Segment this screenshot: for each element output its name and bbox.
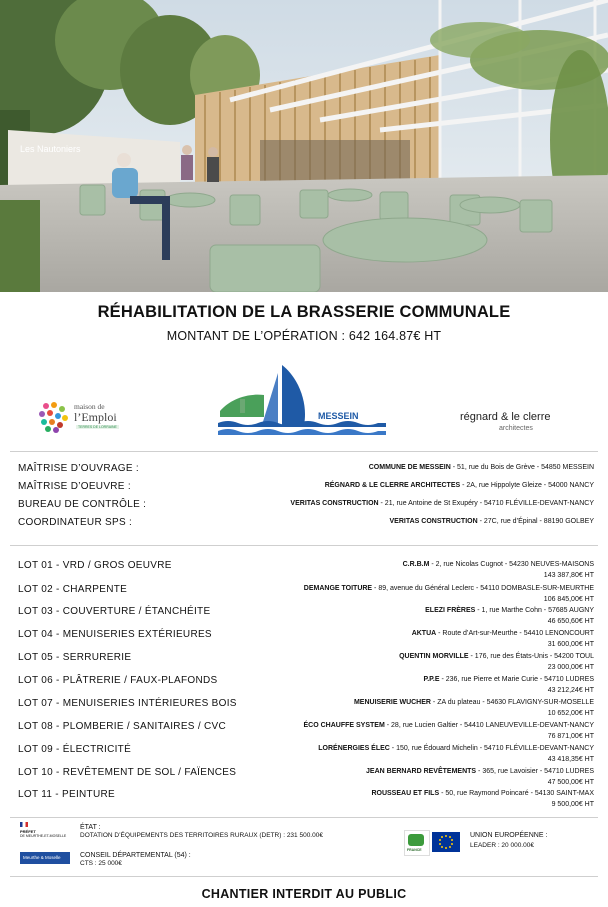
contact-label: BUREAU DE CONTRÔLE :: [18, 499, 147, 510]
lot-amount: 143 387,80€ HT: [543, 571, 594, 579]
page-title: RÉHABILITATION DE LA BRASSERIE COMMUNALE: [97, 303, 511, 321]
contact-value: COMMUNE DE MESSEIN - 51, rue du Bois de Grève - 54850 MESSEIN: [368, 464, 594, 471]
lot-contractor: ROUSSEAU ET FILS - 50, rue Raymond Poincaré - 54130 SAINT-MAX 9 500,00€ HT: [371, 790, 594, 808]
divider: [10, 817, 598, 818]
lot-label: LOT 08 - PLOMBERIE / SANITAIRES / CVC: [18, 721, 227, 732]
lot-amount: 46 650,60€ HT: [547, 617, 594, 625]
prefet-logo: [20, 822, 76, 842]
lot-amount: 43 418,35€ HT: [547, 755, 594, 763]
lot-contractor: C.R.B.M - 2, rue Nicolas Cugnot - 54230 NEUVES-MAISONS 143 387,80€ HT: [402, 561, 594, 579]
maison-emploi-logo: [36, 397, 136, 437]
lot-label: LOT 10 - REVÊTEMENT DE SOL / FAÏENCES: [18, 767, 237, 778]
contact-label: COORDINATEUR SPS :: [18, 517, 133, 528]
maison-line1: maison de: [74, 402, 105, 411]
lot-amount: 76 871,00€ HT: [547, 732, 594, 740]
footer-warning: CHANTIER INTERDIT AU PUBLIC: [201, 887, 407, 901]
prefet-line2: DE MEURTHE-ET-MOSELLE: [20, 834, 67, 838]
eu-detail: LEADER : 20 000.00€: [470, 842, 534, 849]
lot-row: [18, 698, 594, 722]
lot-contractor: ÉCO CHAUFFE SYSTEM - 28, rue Lucien Galtier - 54410 LANEUVEVILLE-DEVANT-NANCY 76 871,00€ HT: [303, 722, 594, 740]
contact-value: VERITAS CONSTRUCTION - 21, rue Antoine de St Exupéry - 54710 FLÉVILLE-DEVANT-NANCY: [290, 500, 594, 507]
department-logo-text: Meurthe & Moselle: [23, 855, 61, 860]
flag-icon: [20, 822, 28, 827]
contact-row: [18, 463, 594, 477]
lot-label: LOT 04 - MENUISERIES EXTÉRIEURES: [18, 629, 212, 640]
hero-sign-text: Les Nautoniers: [20, 144, 81, 154]
department-detail: CTS : 25 000€: [80, 860, 122, 867]
lot-contractor: ELEZI FRÈRES - 1, rue Marthe Cohn - 57685 AUGNY 46 650,60€ HT: [425, 607, 594, 625]
lot-row: [18, 721, 594, 745]
lot-amount: 43 212,24€ HT: [547, 686, 594, 694]
architects-name: régnard & le clerre: [460, 411, 551, 423]
lot-amount: 10 652,00€ HT: [547, 709, 594, 717]
lot-amount: 31 600,00€ HT: [547, 640, 594, 648]
leaf-icon: [408, 834, 424, 846]
lot-contractor: MENUISERIE WUCHER - ZA du plateau - 54630 FLAVIGNY-SUR-MOSELLE 10 652,00€ HT: [353, 699, 594, 717]
eu-funding: [470, 832, 547, 850]
architects-sub: architectes: [499, 425, 533, 432]
contact-label: MAÎTRISE D’OEUVRE :: [18, 481, 131, 492]
etat-funding: [80, 824, 323, 840]
lot-contractor: DEMANGE TOITURE - 89, avenue du Général Leclerc - 54110 DOMBASLE-SUR-MEURTHE 106 845,00€ HT: [303, 585, 594, 603]
contact-value: VERITAS CONSTRUCTION - 27C, rue d’Épinal - 88190 GOLBEY: [389, 518, 594, 525]
lot-row: [18, 767, 594, 791]
lot-label: LOT 06 - PLÂTRERIE / FAUX-PLAFONDS: [18, 675, 218, 686]
lot-amount: 106 845,00€ HT: [543, 595, 594, 603]
sailboat-icon: [218, 359, 388, 443]
lot-contractor: P.P.E - 236, rue Pierre et Marie Curie - 54710 LUDRES 43 212,24€ HT: [423, 676, 594, 694]
architects-logo: [460, 411, 590, 439]
lot-row: [18, 675, 594, 699]
etat-detail: DOTATION D’ÉQUIPEMENTS DES TERRITOIRES RURAUX (DETR) : 231 500.00€: [80, 832, 323, 839]
lot-contractor: JEAN BERNARD REVÊTEMENTS - 365, rue Lavoisier - 54710 LUDRES 47 500,00€ HT: [366, 768, 594, 786]
contact-row: [18, 481, 594, 495]
lot-contractor: LORÉNERGIES ÉLEC - 150, rue Édouard Michelin - 54710 FLÉVILLE-DEVANT-NANCY 43 418,35€ HT: [318, 745, 594, 763]
lot-label: LOT 09 - ÉLECTRICITÉ: [18, 744, 132, 755]
terrace-illustration: [0, 0, 608, 292]
etat-label: ÉTAT :: [80, 824, 101, 831]
lot-row: [18, 789, 594, 813]
maison-line3: TERRES DE LORRAINE: [78, 425, 117, 429]
prefet-line1: PRÉFET: [20, 829, 36, 834]
dots-icon: [36, 400, 70, 434]
lot-label: LOT 05 - SERRURERIE: [18, 652, 132, 663]
lot-row: [18, 606, 594, 630]
maison-line2: l’Emploi: [74, 410, 117, 424]
contact-row: [18, 517, 594, 531]
lot-contractor: QUENTIN MORVILLE - 176, rue des États-Unis - 54200 TOUL 23 000,00€ HT: [399, 653, 594, 671]
lot-label: LOT 07 - MENUISERIES INTÉRIEURES BOIS: [18, 698, 237, 709]
lot-contractor: AKTUA - Route d’Art-sur-Meurthe - 54410 LENONCOURT 31 600,00€ HT: [411, 630, 594, 648]
lot-row: [18, 560, 594, 584]
operation-amount: MONTANT DE L’OPÉRATION : 642 164.87€ HT: [166, 329, 442, 343]
contact-row: [18, 499, 594, 513]
leader-logo: [404, 830, 430, 856]
contact-label: MAÎTRISE D’OUVRAGE :: [18, 463, 140, 474]
lot-row: [18, 629, 594, 653]
lot-row: [18, 744, 594, 768]
department-logo: [20, 852, 70, 864]
department-label: CONSEIL DÉPARTEMENTAL (54) :: [80, 852, 191, 859]
lot-amount: 9 500,00€ HT: [551, 800, 594, 808]
lot-label: LOT 03 - COUVERTURE / ÉTANCHÉITE: [18, 606, 211, 617]
divider: [10, 876, 598, 877]
lot-amount: 23 000,00€ HT: [547, 663, 594, 671]
contact-value: RÉGNARD & LE CLERRE ARCHITECTES - 2A, rue Hippolyte Gleize - 54000 NANCY: [324, 482, 594, 489]
eu-label: UNION EUROPÉENNE :: [470, 832, 548, 839]
lot-label: LOT 11 - PEINTURE: [18, 789, 115, 800]
lot-row: [18, 584, 594, 608]
leader-logo-text: FRANCE: [407, 848, 422, 852]
divider: [10, 545, 598, 546]
lot-label: LOT 01 - VRD / GROS OEUVRE: [18, 560, 172, 571]
lot-row: [18, 652, 594, 676]
messein-label: MESSEIN: [318, 411, 359, 421]
divider: [10, 451, 598, 452]
lot-label: LOT 02 - CHARPENTE: [18, 584, 128, 595]
department-funding: [80, 852, 191, 868]
lot-amount: 47 500,00€ HT: [547, 778, 594, 786]
hero-rendering: [0, 0, 608, 292]
logos-row: [0, 355, 608, 447]
eu-stars-icon: [432, 832, 460, 852]
messein-logo: [218, 359, 388, 443]
eu-flag-icon: [432, 832, 460, 852]
